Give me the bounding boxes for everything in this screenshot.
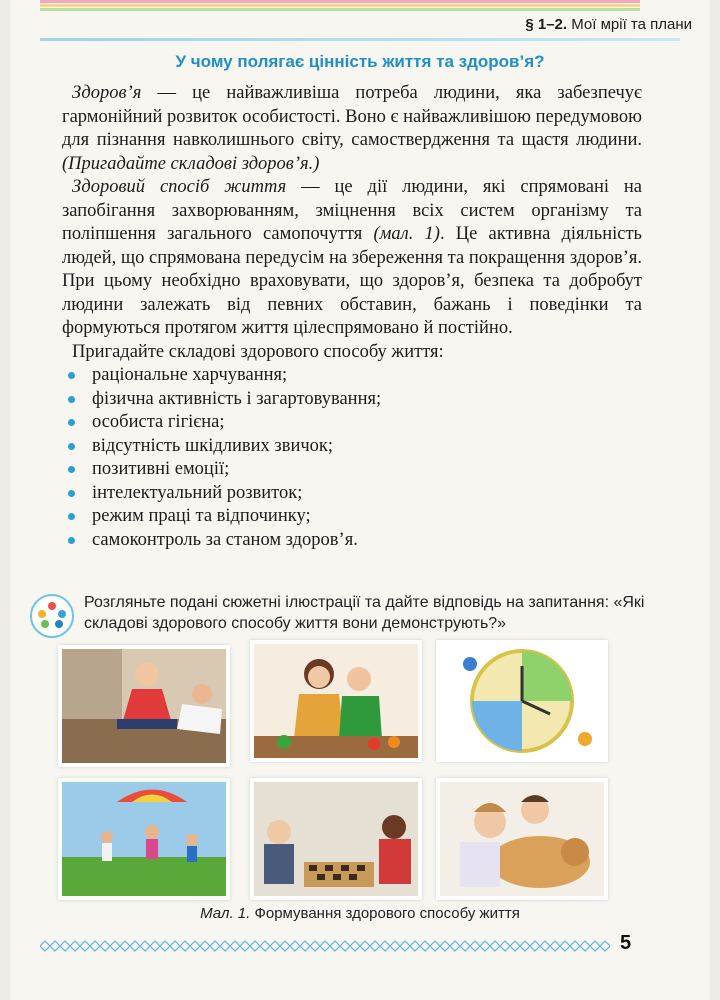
list-item: особиста гігієна; [62,411,642,435]
kids-with-vegetables-image [254,644,418,758]
bullet-icon [68,396,75,403]
section-number: § 1–2. [525,16,568,33]
hint-health: (Пригадайте складові здоров’я.) [62,153,320,174]
list-item: позитивні емоції; [62,458,642,482]
term-health: Здоров’я [72,83,142,103]
list-item: самоконтроль за станом здоров’я. [62,529,642,553]
list-item: відсутність шкідливих звичок; [62,435,642,459]
bullet-icon [68,372,75,379]
list-item: фізична активність і загартовування; [62,388,642,412]
bullet-icon [68,537,75,544]
figure-title: Формування здорового способу життя [250,905,520,922]
bullet-icon [68,419,75,426]
figure-caption [10,905,710,922]
list-item: раціональне харчування; [62,364,642,388]
kids-playing-chess-image [254,782,418,896]
running-header [442,12,692,38]
kids-exercising-image [62,649,226,763]
paragraph-health [62,82,642,176]
photo-exercise [58,645,230,767]
paragraph-lifestyle-text-2: . Це активна діяльність людей, що спрямована передусім на збереження та покращення здоров’я. При цьому необхідно враховувати, що здоров’я, безпека та добробут людини залежать від певних обставин, бажань і поведінки та формуються протягом життя цілеспрямовано й постійно. [62,224,642,338]
section-heading: У чому полягає цінність життя та здоров’я? [175,52,545,71]
lifestyle-components-list [62,364,642,552]
kids-running-outdoors-image [62,782,226,896]
page-number: 5 [620,932,632,954]
section-title: Мої мрії та плани [571,16,692,33]
header-rule [40,38,680,41]
list-intro: Пригадайте складові здорового способу життя: [72,341,444,362]
task-text: Розгляньте подані сюжетні ілюстрації та дайте відповідь на запитання: «Які складові здорового способу життя вони демонструють?» [84,594,645,632]
bullet-icon [68,490,75,497]
photo-with-dog [436,778,608,900]
paragraph-lifestyle-text-1: — це дії людини, які спрямовані на запобігання захворюванням, зміцнення всіх систем організму та поліпшення загального самопочуття [62,177,642,244]
paragraph-health-text: — це найважливіша потреба людини, яка забезпечує гармонійний розвиток особистості. Воно є найважливішою передумовою для пізнання навколишнього світу, самоствердження та щастя людини. [62,83,642,150]
clock-schedule-image [440,644,604,758]
bullet-icon [68,513,75,520]
term-lifestyle: Здоровий спосіб життя [72,177,287,197]
bullet-icon [68,466,75,473]
group-work-icon [30,594,74,638]
paragraph-lifestyle [62,176,642,341]
textbook-page [10,0,710,1000]
figure-reference: (мал. 1) [373,224,440,244]
kids-with-dog-image [440,782,604,896]
list-item: режим праці та відпочинку; [62,505,642,529]
footer-ornament [40,940,610,952]
photo-chess [250,778,422,900]
figure-label: Мал. 1. [200,905,251,922]
photo-outdoor-play [58,778,230,900]
photo-healthy-food [250,640,422,762]
bullet-icon [68,443,75,450]
list-item: інтелектуальний розвиток; [62,482,642,506]
body-text [62,82,642,552]
photo-daily-routine [436,640,608,762]
